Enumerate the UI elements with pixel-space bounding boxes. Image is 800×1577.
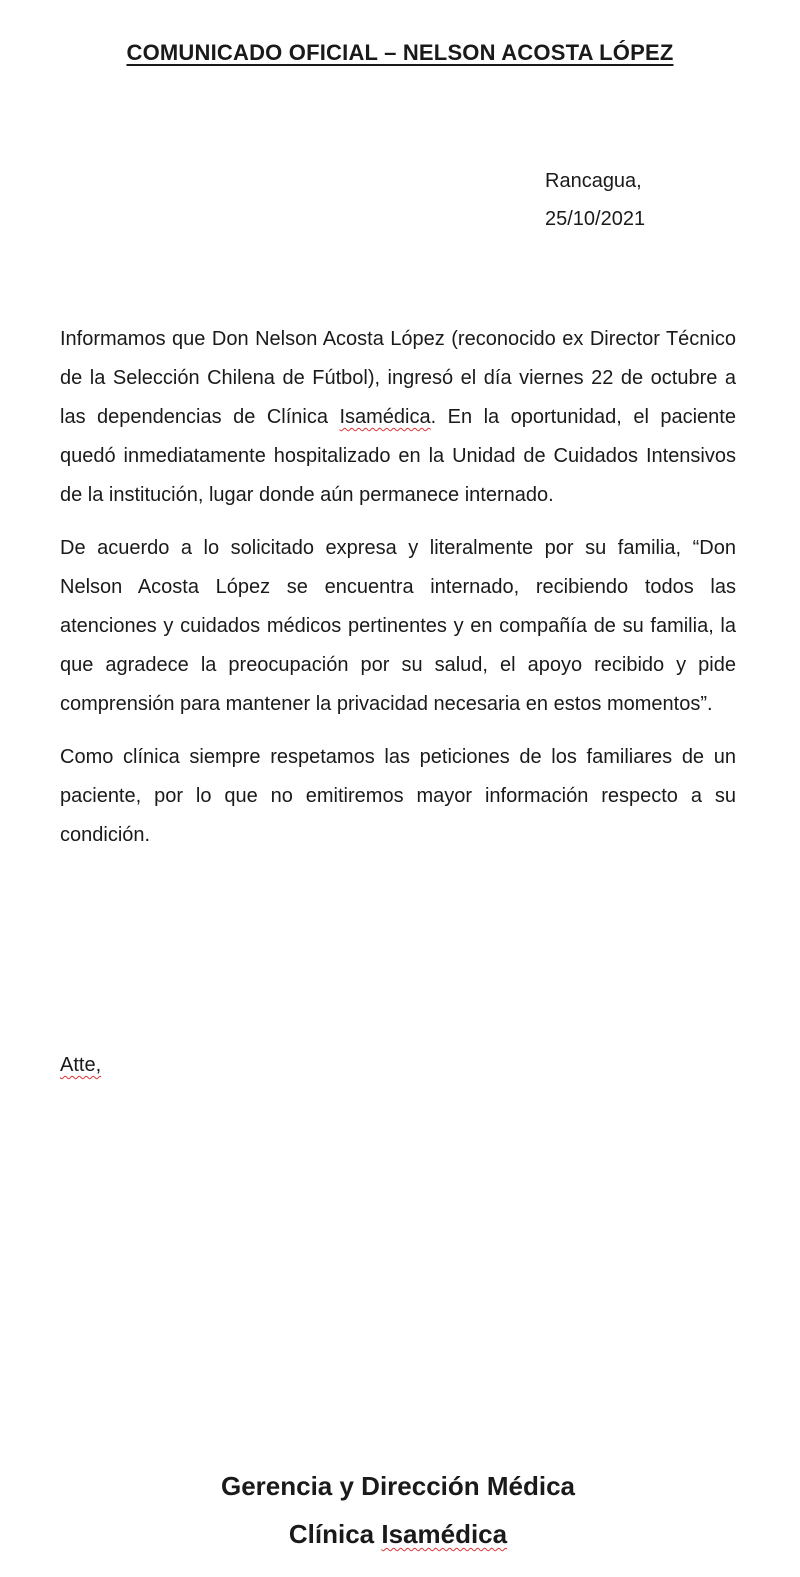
signature-clinic-prefix: Clínica (288, 1519, 382, 1549)
signature-clinic-name: Isamédica (381, 1519, 508, 1549)
paragraph-1-text-end: . En la oportunidad, el paciente quedó inmediatamente hospitalizado en la Unidad de Cuidados Intensivos de la institución, lugar donde aún permanece internado. (60, 406, 736, 506)
paragraph-3: Como clínica siempre respetamos las peticiones de los familiares de un paciente, por lo que no emitiremos mayor información respecto a su condición. (60, 746, 736, 846)
paragraph-2: De acuerdo a lo solicitado expresa y literalmente por su familia, “Don Nelson Acosta López se encuentra internado, recibiendo todos las atenciones y cuidados médicos pertinentes y en compañía de su familia, la que agradece la preocupación por su salud, el apoyo recibido y pide comprensión para mantener la privacidad necesaria en estos momentos”. (60, 537, 736, 715)
paragraph-1-text-start: Informamos que Don Nelson Acosta López (reconocido ex Director Técnico de la Selección Chilena de Fútbol), ingresó el día viernes 22 de octubre a las dependencias de Clínica (60, 328, 736, 428)
signature-clinic (0, 1510, 796, 1558)
signature-block (0, 1462, 796, 1558)
closing-text: Atte, (60, 1054, 102, 1076)
signature-department: Gerencia y Dirección Médica (220, 1471, 576, 1501)
paragraph-1 (60, 320, 736, 515)
date: 25/10/2021 (545, 208, 646, 230)
document-title: COMUNICADO OFICIAL – NELSON ACOSTA LÓPEZ (126, 40, 674, 65)
closing (60, 1046, 101, 1084)
place-date-block (545, 162, 645, 238)
place: Rancagua, (545, 170, 642, 192)
spellcheck-flagged-word: Isamédica (339, 406, 431, 428)
document-body (60, 320, 736, 869)
